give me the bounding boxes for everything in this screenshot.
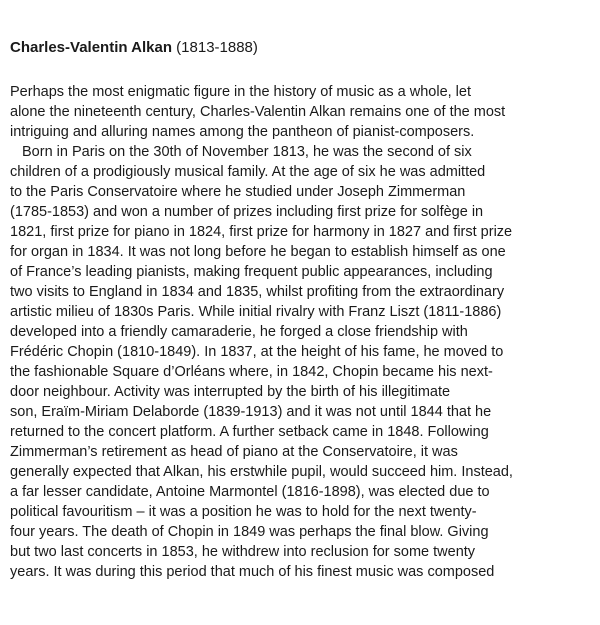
text-line: to the Paris Conservatoire where he studied under Joseph Zimmerman	[10, 184, 466, 200]
text-line: developed into a friendly camaraderie, he forged a close friendship with	[10, 324, 468, 340]
text-line: years. It was during this period that much of his finest music was composed	[10, 564, 495, 580]
text-line: door neighbour. Activity was interrupted by the birth of his illegitimate	[10, 384, 451, 400]
title-dates: (1813-1888)	[172, 39, 258, 56]
text-line: (1785-1853) and won a number of prizes including first prize for solfège in	[10, 204, 484, 220]
text-line: children of a prodigiously musical family. At the age of six he was admitted	[10, 164, 486, 180]
text-line: the fashionable Square d’Orléans where, in 1842, Chopin became his next-	[10, 364, 493, 380]
text-line: two visits to England in 1834 and 1835, whilst profiting from the extraordinary	[10, 284, 505, 300]
page-title	[10, 38, 594, 58]
body-text	[10, 82, 594, 582]
text-line: a far lesser candidate, Antoine Marmontel (1816-1898), was elected due to	[10, 484, 490, 500]
text-line: political favouritism – it was a position he was to hold for the next twenty-	[10, 504, 477, 520]
text-line: Zimmerman’s retirement as head of piano at the Conservatoire, it was	[10, 444, 458, 460]
text-line: generally expected that Alkan, his erstwhile pupil, would succeed him. Instead,	[10, 464, 513, 480]
title-name: Charles-Valentin Alkan	[10, 39, 172, 56]
text-line: Born in Paris on the 30th of November 1813, he was the second of six	[22, 144, 472, 160]
text-line: four years. The death of Chopin in 1849 was perhaps the final blow. Giving	[10, 524, 489, 540]
text-line: alone the nineteenth century, Charles-Valentin Alkan remains one of the most	[10, 104, 506, 120]
text-line: intriguing and alluring names among the pantheon of pianist-composers.	[10, 124, 475, 140]
text-line: of France’s leading pianists, making frequent public appearances, including	[10, 264, 493, 280]
document-page	[10, 38, 594, 582]
text-line: for organ in 1834. It was not long before he began to establish himself as one	[10, 244, 506, 260]
text-line: Perhaps the most enigmatic figure in the history of music as a whole, let	[10, 84, 471, 100]
text-line: 1821, first prize for piano in 1824, first prize for harmony in 1827 and first prize	[10, 224, 513, 240]
text-line: Frédéric Chopin (1810-1849). In 1837, at the height of his fame, he moved to	[10, 344, 504, 360]
text-line: returned to the concert platform. A further setback came in 1848. Following	[10, 424, 489, 440]
text-line: artistic milieu of 1830s Paris. While initial rivalry with Franz Liszt (1811-1886)	[10, 304, 502, 320]
text-line: but two last concerts in 1853, he withdrew into reclusion for some twenty	[10, 544, 476, 560]
text-line: son, Eraïm-Miriam Delaborde (1839-1913) and it was not until 1844 that he	[10, 404, 492, 420]
